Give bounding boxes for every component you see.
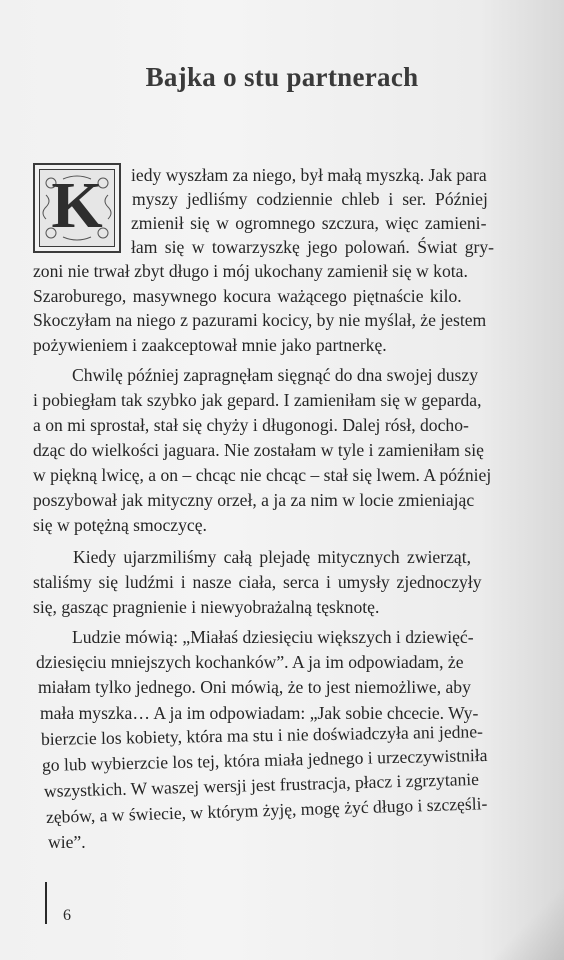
- text-line: wie”.: [48, 832, 86, 852]
- text-line: zębów, a w świecie, w którym żyję, mogę żyć długo i szczęśli-: [45, 793, 488, 827]
- text-line: w piękną lwicę, a on – chcąc nie chcąc – stał się lwem. A później: [33, 465, 492, 485]
- text-line: zoni nie trwał zbyt długo i mój ukochany zamienił się w kota.: [33, 261, 468, 281]
- text-line: bierzcie los kobiety, która ma stu i nie doświadczyła ani jedne-: [40, 721, 484, 749]
- text-line: Kiedy ujarzmiliśmy całą plejadę mitycznych zwierząt,: [73, 547, 471, 567]
- text-line: i pobiegłam tak szybko jak gepard. I zamieniłam się w geparda,: [33, 390, 482, 410]
- text-line: zmienił się w ogromnego szczura, więc zamieni-: [131, 213, 487, 233]
- text-line: mała myszka… A ja im odpowiadam: „Jak sobie chcecie. Wy-: [40, 703, 479, 723]
- text-line: łam się w towarzyszkę jego polowań. Świat gry-: [131, 237, 495, 257]
- text-line: poszybował jak mityczny orzeł, a ja za nim w locie zmieniając: [33, 490, 475, 510]
- text-line: myszy jedliśmy codziennie chleb i ser. Później: [132, 189, 488, 209]
- text-line: go lub wybierzcie los tej, która miała jednego i urzeczywistniła: [41, 744, 488, 775]
- text-line: dząc do wielkości jaguara. Nie zostałam w tyle i zamieniłam się: [33, 440, 484, 460]
- text-line: pożywieniem i zaakceptował mnie jako partnerkę.: [33, 335, 387, 355]
- text-line: się w potężną smoczycę.: [33, 515, 207, 535]
- text-line: a on mi sprostał, stał się chyży i długonogi. Dalej rósł, docho-: [33, 415, 469, 435]
- page-number: 6: [63, 907, 71, 924]
- text-line: iedy wyszłam za niego, był małą myszką. Jak para: [131, 165, 487, 185]
- text-line: staliśmy się ludźmi i nasze ciała, serca i umysły zjednoczyły: [33, 572, 482, 592]
- text-line: wszystkich. W waszej wersji jest frustracja, płacz i zgrzytanie: [43, 768, 480, 801]
- drop-cap-box: [33, 163, 121, 253]
- text-line: miałam tylko jednego. Oni mówią, że to jest niemożliwe, aby: [38, 677, 471, 697]
- text-line: Skoczyłam na niego z pazurami kocicy, by nie myślał, że jestem: [33, 310, 487, 330]
- chapter-title: Bajka o stu partnerach: [145, 62, 419, 92]
- text-line: Ludzie mówią: „Miałaś dziesięciu większych i dziewięć-: [72, 627, 474, 647]
- page-corner-shadow: [494, 880, 564, 960]
- text-line: się, gasząc pragnienie i niewyobrażalną tęsknotę.: [33, 597, 380, 617]
- text-line: dziesięciu mniejszych kochanków”. A ja im odpowiadam, że: [36, 652, 464, 672]
- text-line: Chwilę później zapragnęłam sięgnąć do dna swojej duszy: [72, 365, 478, 385]
- text-line: Szaroburego, masywnego kocura ważącego piętnaście kilo.: [33, 286, 462, 306]
- drop-cap-letter: K: [51, 169, 103, 242]
- page-number-rule: [45, 882, 47, 924]
